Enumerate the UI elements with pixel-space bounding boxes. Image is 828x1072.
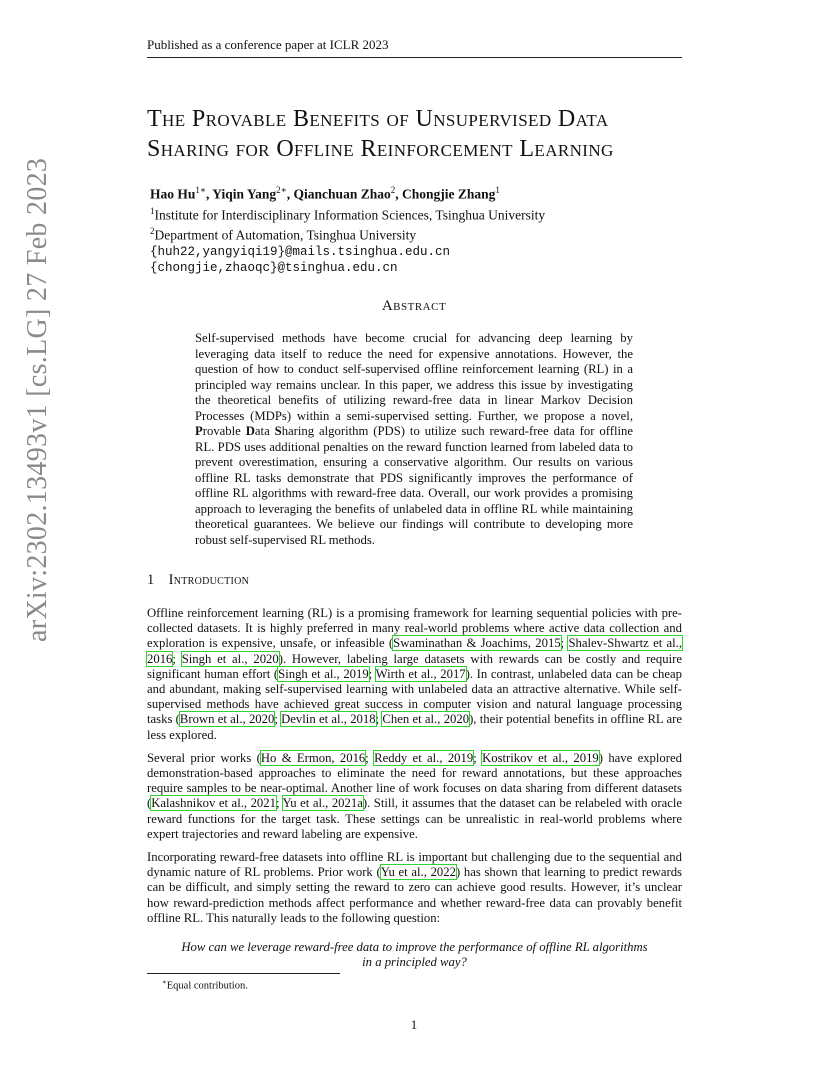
footnote (162, 978, 248, 992)
author-1: Hao Hu (150, 186, 196, 202)
author-3: Qianchuan Zhao (293, 186, 391, 202)
footnote-text: Equal contribution. (166, 980, 248, 992)
title-line-1: The Provable Benefits of Unsupervised Data (147, 106, 609, 132)
citation-link[interactable]: Reddy et al., 2019 (374, 750, 474, 765)
citation-link[interactable]: Kalashnikov et al., 2021 (151, 796, 276, 811)
paper-title (147, 104, 707, 164)
citation-link[interactable]: Singh et al., 2019 (278, 666, 369, 681)
email-2: {chongjie,zhaoqc}@tsinghua.edu.cn (150, 260, 398, 275)
affiliation-1-sup: 1 (150, 205, 155, 216)
section-name: Introduction (168, 572, 250, 588)
arxiv-stamp: arXiv:2302.13493v1 [cs.LG] 27 Feb 2023 (22, 157, 53, 642)
citation-link[interactable]: Shalev-Shwartz et al., 2016 (147, 636, 682, 666)
author-2-sup: 2∗ (276, 185, 287, 195)
paragraph-1: Offline reinforcement learning (RL) is a promising framework for learning sequential policies with pre-collected datasets. It is highly preferred in many real-world problems where active data collection and exploration is expensive, unsafe, or infeasible (Swaminathan & Joachims, 2015; Shalev-Shwartz et al., 2016; Singh et al., 2020). However, labeling large datasets with rewards can be costly and require significant human effort (Singh et al., 2019; Wirth et al., 2017). In contrast, unlabeled data can be cheap and abundant, making self-supervised learning with unlabeled data an attractive alternative. While self-supervised methods have achieved great success in computer vision and natural language processing tasks (Brown et al., 2020; Devlin et al., 2018; Chen et al., 2020), their potential benefits in offline RL are less explored. (147, 606, 682, 742)
citation-link[interactable]: Kostrikov et al., 2019 (482, 750, 599, 765)
email-1: {huh22,yangyiqi19}@mails.tsinghua.edu.cn (150, 244, 451, 259)
author-1-sup: 1∗ (195, 185, 207, 195)
footnote-mark: ∗ (162, 978, 167, 986)
author-names: Hao $Hu^{1∗}$, Yiqin Yang$^{2∗}$, Qianchuan Zhao$^2$, Chongjie Zhang$^1$ (150, 185, 500, 202)
title-line-2: Sharing for Offline Reinforcement Learning (147, 136, 614, 162)
citation-link[interactable]: Devlin et al., 2018 (281, 712, 376, 727)
citation-link[interactable]: Chen et al., 2020 (382, 712, 470, 727)
affiliation-1 (150, 203, 545, 224)
affiliation-1-text: Institute for Interdisciplinary Information Sciences, Tsinghua University (154, 207, 546, 222)
author-4: Chongjie Zhang (401, 186, 496, 202)
page-number: 1 (410, 1017, 418, 1032)
research-question: How can we leverage reward-free data to improve the performance of offline RL algorithms in a principled way? (181, 940, 648, 970)
citation-link[interactable]: Yu et al., 2022 (380, 865, 456, 880)
running-header: Published as a conference paper at ICLR 2023 (147, 37, 682, 58)
footnote-rule (147, 973, 340, 974)
abstract-heading: Abstract (381, 298, 447, 314)
affiliation-2-sup: 2 (150, 226, 155, 236)
section-heading (147, 572, 249, 589)
author-4-sup: 1 (495, 185, 500, 195)
paragraph-3: Incorporating reward-free datasets into offline RL is important but challenging due to the sequential and dynamic nature of RL problems. Prior work (Yu et al., 2022) has shown that learning to predict rewards can be difficult, and simply setting the reward to zero can achieve good results. However, it’s unclear how reward-prediction methods affect performance and whether reward-free data can provably benefit offline RL. This naturally leads to the following question: (147, 850, 682, 925)
author-2: Yiqin Yang (212, 186, 277, 202)
citation-link[interactable]: Swaminathan & Joachims, 2015 (393, 636, 561, 651)
citation-link[interactable]: Ho & Ermon, 2016 (260, 750, 366, 765)
citation-link[interactable]: Wirth et al., 2017 (375, 666, 466, 681)
section-number: 1 (147, 572, 155, 588)
citation-link[interactable]: Yu et al., 2021a (282, 796, 363, 811)
citation-link[interactable]: Brown et al., 2020 (179, 712, 275, 727)
citation-link[interactable]: Singh et al., 2020 (181, 651, 279, 666)
affiliation-2 (150, 223, 545, 244)
abstract-text: Self-supervised methods have become crucial for advancing deep learning by leveraging data itself to reduce the need for expensive annotations. However, the question of how to conduct self-supervised offline reinforcement learning (RL) in a principled way remains unclear. In this paper, we address this issue by investigating the theoretical benefits of utilizing reward-free data in linear Markov Decision Processes (MDPs) within a semi-supervised setting. Further, we propose a novel, Provable Data Sharing algorithm (PDS) to utilize such reward-free data for offline RL. PDS uses additional penalties on the reward function learned from labeled data to prevent overestimation, ensuring a conservative algorithm. Our results on various offline RL tasks demonstrate that PDS significantly improves the performance of offline RL algorithms with reward-free data. Overall, our work provides a promising approach to leveraging the benefits of unlabeled data in offline RL while maintaining theoretical guarantees. We believe our findings will contribute to developing more robust self-supervised RL methods. (195, 331, 633, 547)
author-3-sup: 2 (390, 185, 396, 195)
paragraph-2: Several prior works (Ho & Ermon, 2016; Reddy et al., 2019; Kostrikov et al., 2019) have explored demonstration-based approaches to eliminate the need for reward annotations, but these approaches require samples to be near-optimal. Another line of work focuses on data sharing from different datasets (Kalashnikov et al., 2021; Yu et al., 2021a). Still, it assumes that the dataset can be relabeled with oracle reward functions for the target task. These settings can be unrealistic in real-world problems where expert trajectories and reward labeling are expensive. (147, 750, 682, 841)
affiliation-2-text: Department of Automation, Tsinghua University (154, 227, 417, 243)
intro-body (147, 606, 682, 970)
author-block (150, 182, 545, 276)
